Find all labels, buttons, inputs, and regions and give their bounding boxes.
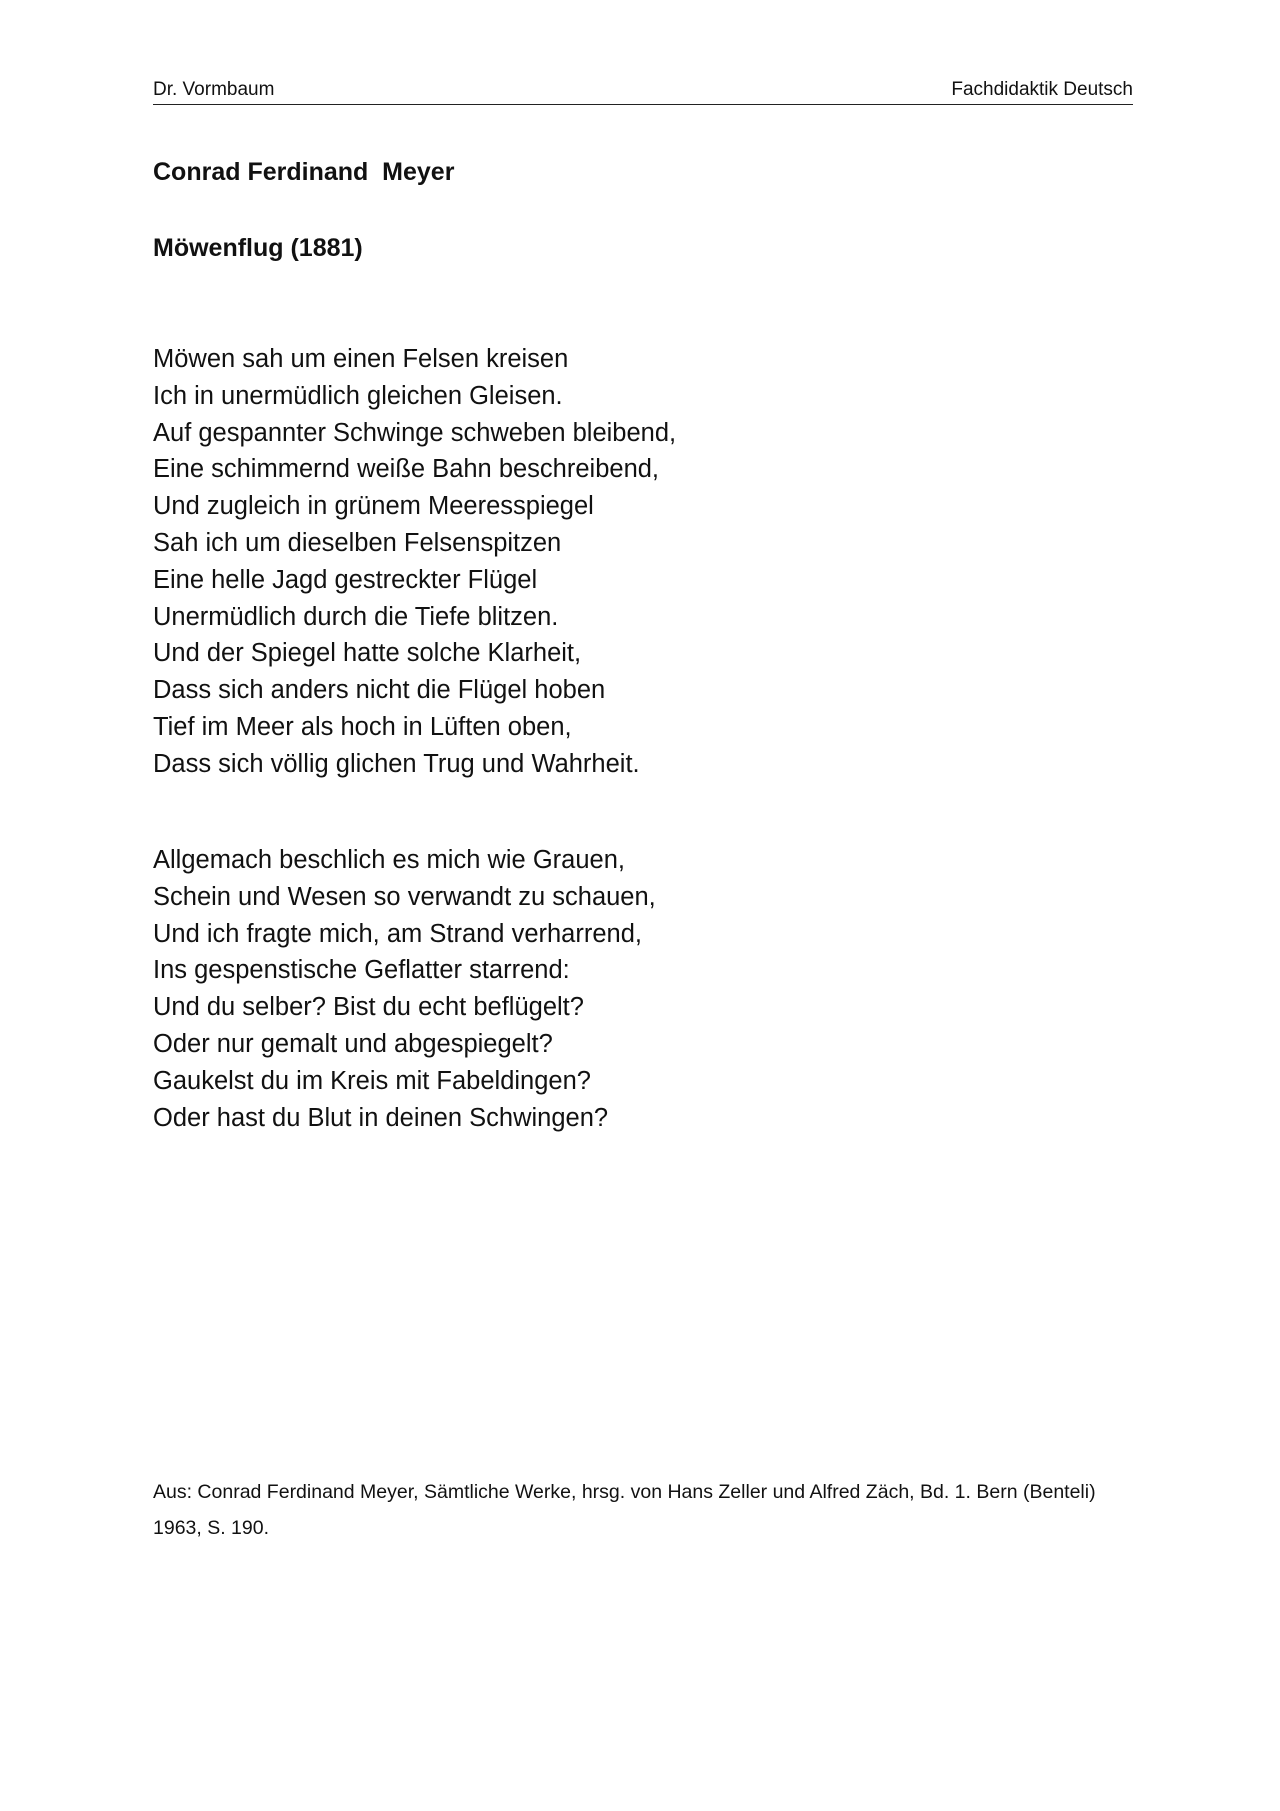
header-course-name: Fachdidaktik Deutsch bbox=[951, 79, 1133, 100]
poem-line: Gaukelst du im Kreis mit Fabeldingen? bbox=[153, 1066, 591, 1095]
page-header bbox=[153, 78, 1133, 105]
stanza-2 bbox=[153, 842, 656, 1136]
poem-line: Und ich fragte mich, am Strand verharrend, bbox=[153, 919, 642, 948]
poem-line: Tief im Meer als hoch in Lüften oben, bbox=[153, 712, 572, 741]
poem-line: Eine helle Jagd gestreckter Flügel bbox=[153, 565, 538, 594]
poem-line: Dass sich völlig glichen Trug und Wahrheit. bbox=[153, 749, 640, 778]
poem-title: Möwenflug (1881) bbox=[153, 234, 363, 262]
poem-line: Und zugleich in grünem Meeresspiegel bbox=[153, 492, 594, 521]
source-citation: Aus: Conrad Ferdinand Meyer, Sämtliche Werke, hrsg. von Hans Zeller und Alfred Zäch, Bd. 1. Bern (Benteli) 1963, S. 190. bbox=[153, 1481, 1096, 1539]
poem-line: Allgemach beschlich es mich wie Grauen, bbox=[153, 846, 625, 874]
poem-line: Ich in unermüdlich gleichen Gleisen. bbox=[153, 381, 563, 410]
poem-line: Möwen sah um einen Felsen kreisen bbox=[153, 345, 569, 373]
stanza-1 bbox=[153, 341, 676, 783]
poem-line: Oder hast du Blut in deinen Schwingen? bbox=[153, 1103, 609, 1132]
poem-author: Conrad Ferdinand Meyer bbox=[153, 158, 455, 186]
poem-line: Ins gespenstische Geflatter starrend: bbox=[153, 956, 570, 985]
poem-line: Sah ich um dieselben Felsenspitzen bbox=[153, 528, 562, 557]
poem-line: Auf gespannter Schwinge schweben bleibend, bbox=[153, 418, 677, 447]
poem-line: Und du selber? Bist du echt beflügelt? bbox=[153, 993, 584, 1022]
poem-line: Eine schimmernd weiße Bahn beschreibend, bbox=[153, 455, 660, 484]
header-author-name: Dr. Vormbaum bbox=[153, 79, 275, 100]
poem-line: Dass sich anders nicht die Flügel hoben bbox=[153, 676, 606, 705]
poem-line: Oder nur gemalt und abgespiegelt? bbox=[153, 1029, 553, 1058]
poem-line: Schein und Wesen so verwandt zu schauen, bbox=[153, 882, 656, 911]
poem-line: Unermüdlich durch die Tiefe blitzen. bbox=[153, 602, 559, 631]
poem-line: Und der Spiegel hatte solche Klarheit, bbox=[153, 639, 582, 668]
